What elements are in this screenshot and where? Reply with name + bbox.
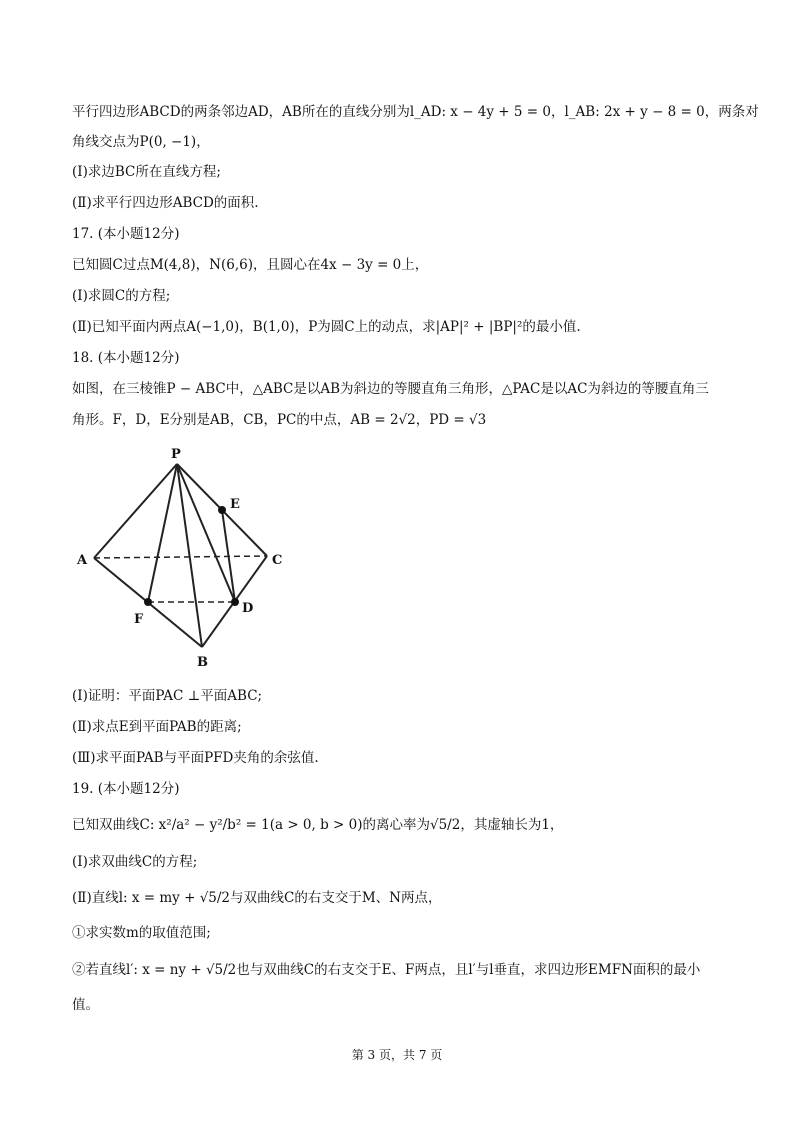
problem-18-header: 18. (本小题12分) bbox=[72, 350, 180, 366]
edge-PA bbox=[94, 464, 177, 558]
label-E: E bbox=[230, 497, 240, 512]
problem-19-s1: ①求实数m的取值范围; bbox=[72, 925, 211, 941]
edge-AC-hidden bbox=[94, 556, 267, 558]
problem-18-line1: 如图，在三棱锥P − ABC中，△ABC是以AB为斜边的等腰直角三角形，△PAC是以AC为斜边的等腰直角三 bbox=[72, 381, 709, 397]
problem-19-s2b: 值。 bbox=[72, 997, 99, 1013]
problem-17-line1: 已知圆C过点M(4,8)，N(6,6)，且圆心在4x − 3y = 0上， bbox=[72, 257, 429, 273]
problem-17-q1: (Ⅰ)求圆C的方程; bbox=[72, 288, 171, 304]
problem-19-s2: ②若直线l′: x = ny + √5/2也与双曲线C的右支交于E、F两点，且l′与l垂直，求四边形EMFN面积的最小 bbox=[72, 962, 701, 978]
label-P: P bbox=[171, 447, 181, 462]
pyramid-figure bbox=[72, 440, 302, 680]
label-B: B bbox=[197, 655, 208, 670]
problem-16-q1: (Ⅰ)求边BC所在直线方程; bbox=[72, 164, 221, 180]
problem-19-line1: 已知双曲线C: x²/a² − y²/b² = 1(a > 0, b > 0)的离心率为√5/2，其虚轴长为1， bbox=[72, 817, 564, 833]
problem-19-q2: (Ⅱ)直线l: x = my + √5/2与双曲线C的右支交于M、N两点， bbox=[72, 890, 442, 906]
point-D bbox=[231, 598, 239, 606]
point-E bbox=[218, 506, 226, 514]
problem-18-q1: (Ⅰ)证明：平面PAC ⊥平面ABC; bbox=[72, 688, 263, 704]
problem-16-line1: 平行四边形ABCD的两条邻边AD，AB所在的直线分别为l_AD: x − 4y + 5 = 0，l_AB: 2x + y − 8 = 0，两条对 bbox=[72, 104, 759, 120]
point-F bbox=[144, 598, 152, 606]
problem-16-q2: (Ⅱ)求平行四边形ABCD的面积. bbox=[72, 195, 259, 211]
problem-18-q2: (Ⅱ)求点E到平面PAB的距离; bbox=[72, 719, 242, 735]
problem-18-q3: (Ⅲ)求平面PAB与平面PFD夹角的余弦值. bbox=[72, 750, 319, 766]
problem-18-line2: 角形。F，D，E分别是AB，CB，PC的中点，AB = 2√2，PD = √3 bbox=[72, 412, 487, 428]
problem-19-header: 19. (本小题12分) bbox=[72, 781, 180, 797]
problem-17-q2: (Ⅱ)已知平面内两点A(−1,0)，B(1,0)，P为圆C上的动点，求|AP|² + |BP|²的最小值. bbox=[72, 319, 581, 335]
page-footer: 第 3 页，共 7 页 bbox=[351, 1048, 443, 1062]
label-C: C bbox=[272, 553, 283, 568]
label-A: A bbox=[77, 553, 88, 568]
problem-19-q1: (Ⅰ)求双曲线C的方程; bbox=[72, 854, 198, 870]
label-D: D bbox=[242, 601, 254, 616]
problem-17-header: 17. (本小题12分) bbox=[72, 226, 180, 242]
edge-PF bbox=[148, 464, 177, 602]
problem-16-line2: 角线交点为P(0, −1)， bbox=[72, 134, 210, 150]
label-F: F bbox=[134, 612, 144, 627]
